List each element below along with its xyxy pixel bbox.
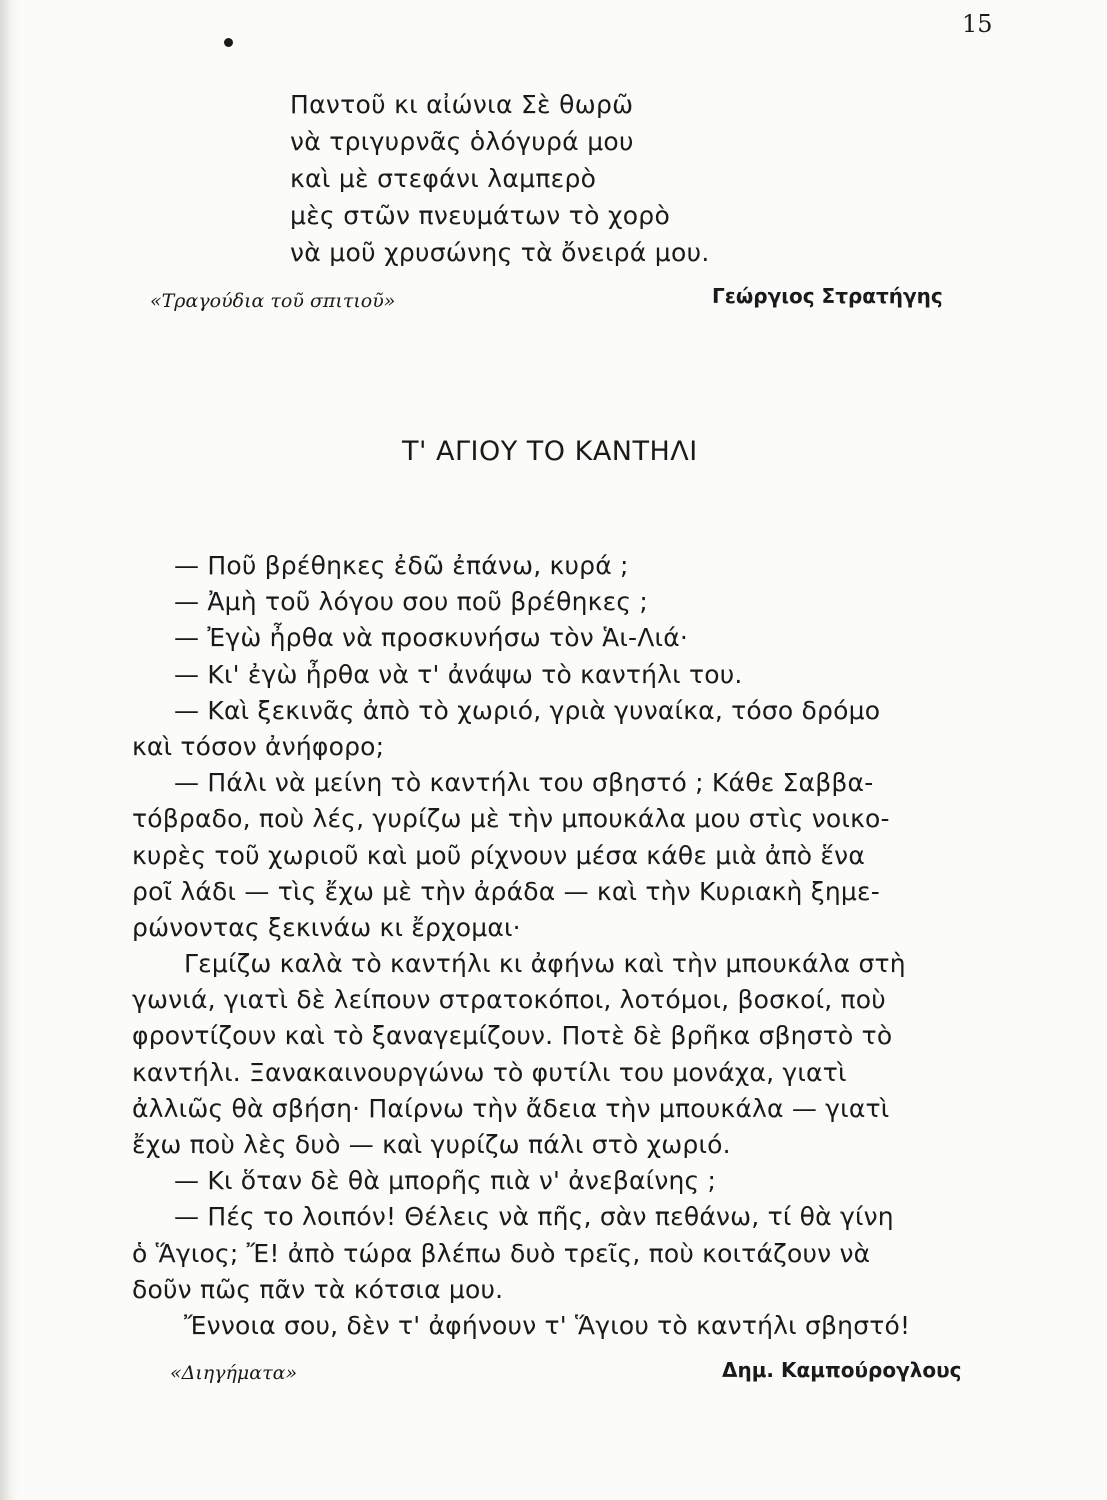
- page-spine-shadow: [0, 0, 18, 1500]
- story-line: — Ποῦ βρέθηκες ἐδῶ ἐπάνω, κυρά ;: [174, 551, 629, 580]
- story-text: [132, 548, 1012, 1344]
- poem-source: «Τραγούδια τοῦ σπιτιοῦ»: [150, 290, 396, 312]
- story-line: — Καὶ ξεκινᾶς ἀπὸ τὸ χωριό, γριὰ γυναίκα, τόσο δρόμο: [174, 695, 881, 725]
- story-source: «Διηγήματα»: [170, 1362, 298, 1384]
- story-line: καὶ τόσον ἀνήφορο;: [132, 731, 385, 761]
- story-line: ὁ Ἅγιος; Ἔ! ἀπὸ τώρα βλέπω δυὸ τρεῖς, ποὺ κοιτάζουν νὰ: [132, 1238, 871, 1268]
- story-line: Γεμίζω καλὰ τὸ καντήλι κι ἀφήνω καὶ τὴν μπουκάλα στὴ: [184, 949, 906, 979]
- story-line: — Ἐγὼ ἦρθα νὰ προσκυνήσω τὸν Ἁι-Λιά·: [174, 623, 689, 653]
- story-line: — Πές το λοιπόν! Θέλεις νὰ πῆς, σὰν πεθάνω, τί θὰ γίνη: [174, 1202, 894, 1232]
- story-line: γωνιά, γιατὶ δὲ λείπουν στρατοκόποι, λοτόμοι, βοσκοί, ποὺ: [132, 985, 886, 1015]
- story-line: κυρὲς τοῦ χωριοῦ καὶ μοῦ ρίχνουν μέσα κάθε μιὰ ἀπὸ ἕνα: [132, 840, 865, 870]
- story-line: τόβραδο, ποὺ λές, γυρίζω μὲ τὴν μπουκάλα μου στὶς νοικο-: [132, 804, 890, 834]
- page-number: 15: [962, 10, 993, 38]
- story-title: Τ' ΑΓΙΟΥ ΤΟ ΚΑΝΤΗΛΙ: [402, 436, 698, 467]
- story-line: — Ἀμὴ τοῦ λόγου σου ποῦ βρέθηκες ;: [174, 587, 648, 617]
- story-author: Δημ. Καμπούρογλους: [722, 1358, 962, 1382]
- poem-line: Παντοῦ κι αἰώνια Σὲ θωρῶ: [290, 90, 634, 119]
- story-line: — Κι ὅταν δὲ θὰ μπορῆς πιὰ ν' ἀνεβαίνης ;: [174, 1166, 717, 1196]
- story-line: φροντίζουν καὶ τὸ ξαναγεμίζουν. Ποτὲ δὲ βρῆκα σβηστὸ τὸ: [132, 1021, 893, 1051]
- story-line: — Πάλι νὰ μείνη τὸ καντήλι του σβηστό ; Κάθε Σαββα-: [174, 768, 874, 798]
- story-line: δοῦν πῶς πᾶν τὰ κότσια μου.: [132, 1274, 504, 1304]
- poem-author: Γεώργιος Στρατήγης: [712, 284, 943, 308]
- poem-line: νὰ τριγυρνᾶς ὁλόγυρά μου: [290, 127, 634, 156]
- poem-stanza: [290, 86, 710, 271]
- poem-line: μὲς στῶν πνευμάτων τὸ χορὸ: [290, 201, 671, 230]
- story-line: ρώνοντας ξεκινάω κι ἔρχομαι·: [132, 912, 521, 942]
- story-line: ἔχω ποὺ λὲς δυὸ — καὶ γυρίζω πάλι στὸ χωριό.: [132, 1130, 731, 1159]
- ink-dot-mark: [224, 38, 233, 47]
- story-line: καντήλι. Ξανακαινουργώνω τὸ φυτίλι του μονάχα, γιατὶ: [132, 1057, 847, 1087]
- poem-line: καὶ μὲ στεφάνι λαμπερὸ: [290, 164, 597, 193]
- story-line: — Κι' ἐγὼ ἦρθα νὰ τ' ἀνάψω τὸ καντήλι του.: [174, 659, 743, 689]
- poem-line: νὰ μοῦ χρυσώνης τὰ ὄνειρά μου.: [290, 238, 710, 267]
- story-line: ἀλλιῶς θὰ σβήση· Παίρνω τὴν ἄδεια τὴν μπουκάλα — γιατὶ: [132, 1093, 890, 1123]
- story-line: Ἔννοια σου, δὲν τ' ἀφήνουν τ' Ἅγιου τὸ καντήλι σβηστό!: [184, 1310, 911, 1340]
- story-line: ροῖ λάδι — τὶς ἔχω μὲ τὴν ἀράδα — καὶ τὴν Κυριακὴ ξημε-: [132, 876, 880, 906]
